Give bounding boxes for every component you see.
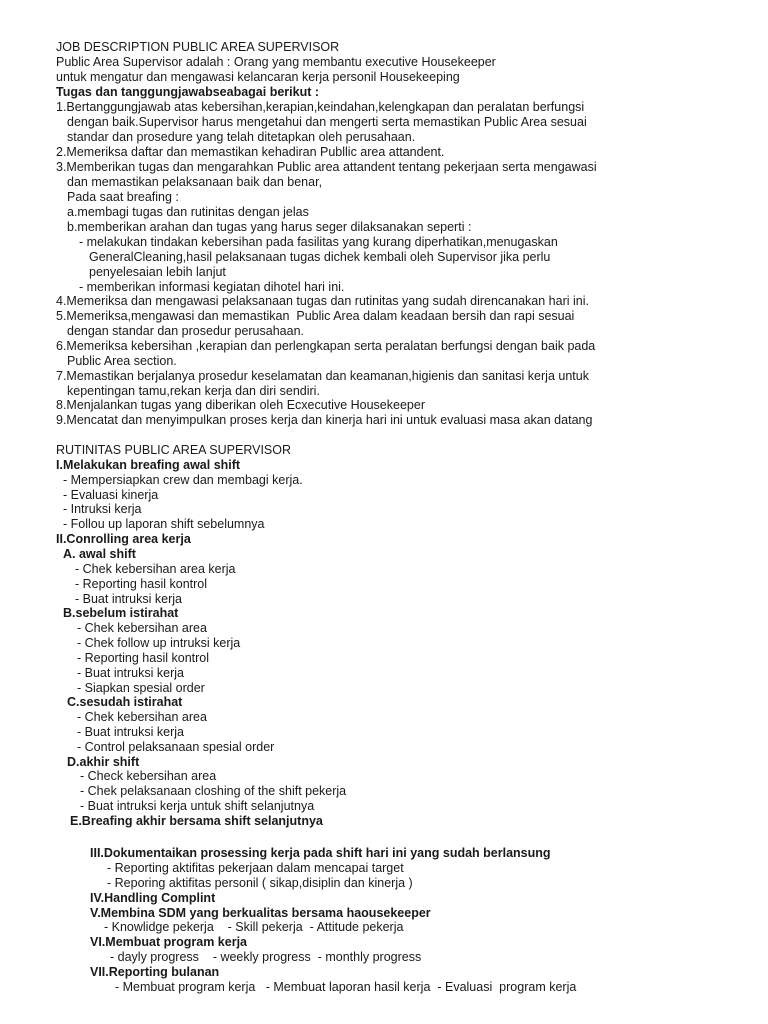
routine-item: - Chek pelaksanaan closhing of the shift pekerja — [80, 784, 347, 798]
routine-item: - Control pelaksanaan spesial order — [77, 740, 275, 754]
routine-item: - Reporing aktifitas personil ( sikap,disiplin dan kinerja ) — [107, 876, 413, 890]
routine-item: - Knowlidge pekerja - Skill pekerja - Attitude pekerja — [104, 920, 404, 934]
routine-item: - Buat intruksi kerja — [77, 725, 184, 739]
duty-line: Public Area section. — [67, 354, 177, 368]
routine-item: - Chek follow up intruksi kerja — [77, 636, 241, 650]
routine-item: - Buat intruksi kerja — [77, 666, 184, 680]
duty-line: dengan baik.Supervisor harus mengetahui dan mengerti serta memastikan Public Area sesuai — [67, 115, 587, 129]
routine-heading: VI.Membuat program kerja — [90, 935, 247, 949]
duty-line: 6.Memeriksa kebersihan ,kerapian dan perlengkapan serta peralatan berfungsi dengan baik pada — [56, 339, 596, 353]
routine-item: - Siapkan spesial order — [77, 681, 205, 695]
intro-line: untuk mengatur dan mengawasi kelancaran kerja personil Housekeeping — [56, 70, 460, 84]
duty-line: 3.Memberikan tugas dan mengarahkan Public area attandent tentang pekerjaan serta mengawasi — [56, 160, 597, 174]
routine-heading: IV.Handling Complint — [90, 891, 216, 905]
duty-line: a.membagi tugas dan rutinitas dengan jelas — [67, 205, 309, 219]
duty-line: b.memberikan arahan dan tugas yang harus seger dilaksanakan seperti : — [67, 220, 472, 234]
duty-line: dengan standar dan prosedur perusahaan. — [67, 324, 304, 338]
routine-item: - Chek kebersihan area — [77, 710, 207, 724]
routine-item: - Mempersiapkan crew dan membagi kerja. — [63, 473, 303, 487]
duty-line: Pada saat breafing : — [67, 190, 179, 204]
duty-line: 5.Memeriksa,mengawasi dan memastikan Public Area dalam keadaan bersih dan rapi sesuai — [56, 309, 575, 323]
duty-line: GeneralCleaning,hasil pelaksanaan tugas dichek kembali oleh Supervisor jika perlu — [89, 250, 551, 264]
duty-line: 8.Menjalankan tugas yang diberikan oleh Ecxecutive Housekeeper — [56, 398, 425, 412]
routine-item: - Reporting aktifitas pekerjaan dalam mencapai target — [107, 861, 404, 875]
duty-line: 9.Mencatat dan menyimpulkan proses kerja dan kinerja hari ini untuk evaluasi masa akan datang — [56, 413, 593, 427]
routine-item: - Chek kebersihan area kerja — [75, 562, 236, 576]
routine-item: - Evaluasi kinerja — [63, 488, 159, 502]
routine-heading: VII.Reporting bulanan — [90, 965, 220, 979]
routine-heading: II.Conrolling area kerja — [56, 532, 191, 546]
duty-line: dan memastikan pelaksanaan baik dan benar, — [67, 175, 323, 189]
duty-line: 7.Memastikan berjalanya prosedur keselamatan dan keamanan,higienis dan sanitasi kerja untuk — [56, 369, 589, 383]
duties-heading: Tugas dan tanggungjawabseabagai berikut : — [56, 85, 320, 99]
routine-item: - Buat intruksi kerja untuk shift selanjutnya — [80, 799, 315, 813]
routine-subheading: D.akhir shift — [67, 755, 140, 769]
routine-title: RUTINITAS PUBLIC AREA SUPERVISOR — [56, 443, 292, 457]
routine-item: - Intruksi kerja — [63, 502, 142, 516]
routine-item: - Membuat program kerja - Membuat laporan hasil kerja - Evaluasi program kerja — [115, 980, 577, 994]
duty-line: - melakukan tindakan kebersihan pada fasilitas yang kurang diperhatikan,menugaskan — [79, 235, 558, 249]
routine-heading: V.Membina SDM yang berkualitas bersama haousekeeper — [90, 906, 431, 920]
duty-line: 2.Memeriksa daftar dan memastikan kehadiran Publlic area attandent. — [56, 145, 445, 159]
document-title: JOB DESCRIPTION PUBLIC AREA SUPERVISOR — [56, 40, 340, 54]
routine-item: - Follou up laporan shift sebelumnya — [63, 517, 265, 531]
routine-item: - Reporting hasil kontrol — [75, 577, 208, 591]
duty-line: standar dan prosedure yang telah ditetapkan oleh perusahaan. — [67, 130, 416, 144]
duty-line: 1.Bertanggungjawab atas kebersihan,kerapian,keindahan,kelengkapan dan peralatan berfungsi — [56, 100, 585, 114]
routine-item: - Buat intruksi kerja — [75, 592, 182, 606]
routine-item: - Chek kebersihan area — [77, 621, 207, 635]
routine-subheading: B.sebelum istirahat — [63, 606, 179, 620]
duty-line: - memberikan informasi kegiatan dihotel hari ini. — [79, 280, 345, 294]
routine-subheading: E.Breafing akhir bersama shift selanjutnya — [70, 814, 323, 828]
duty-line: penyelesaian lebih lanjut — [89, 265, 226, 279]
duty-line: kepentingan tamu,rekan kerja dan diri sendiri. — [67, 384, 320, 398]
duty-line: 4.Memeriksa dan mengawasi pelaksanaan tugas dan rutinitas yang sudah direncanakan hari ini. — [56, 294, 589, 308]
routine-subheading: A. awal shift — [63, 547, 136, 561]
routine-heading: I.Melakukan breafing awal shift — [56, 458, 241, 472]
routine-item: - Reporting hasil kontrol — [77, 651, 210, 665]
routine-heading: III.Dokumentaikan prosessing kerja pada shift hari ini yang sudah berlansung — [90, 846, 551, 860]
routine-item: - Check kebersihan area — [80, 769, 217, 783]
routine-item: - dayly progress - weekly progress - monthly progress — [110, 950, 422, 964]
intro-line: Public Area Supervisor adalah : Orang yang membantu executive Housekeeper — [56, 55, 496, 69]
routine-subheading: C.sesudah istirahat — [67, 695, 183, 709]
